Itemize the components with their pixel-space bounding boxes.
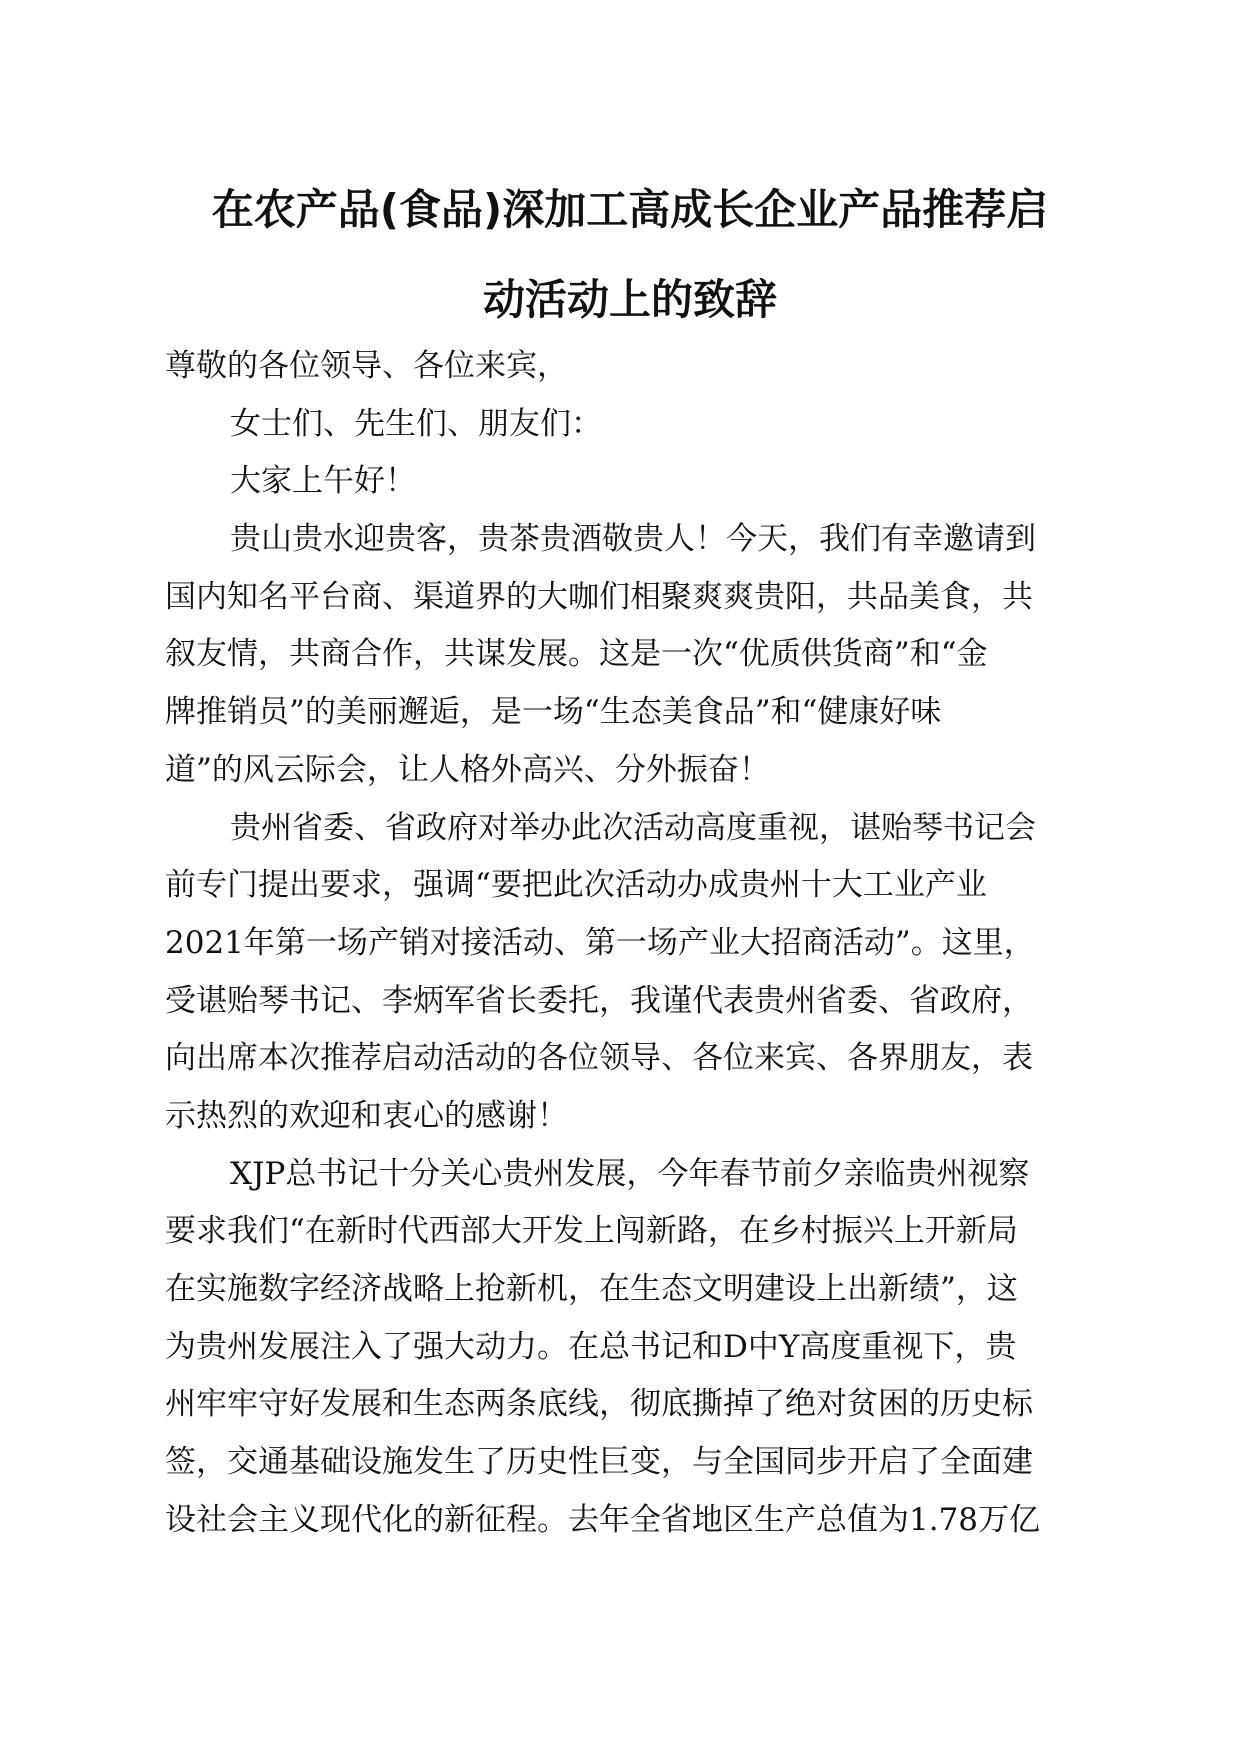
title-line-2: 动活动上的致辞 — [482, 275, 777, 324]
paragraph-line: 在实施数字经济战略上抢新机，在生态文明建设上出新绩”，这 — [165, 1271, 1018, 1307]
paragraph-line: 前专门提出要求，强调“要把此次活动办成贵州十大工业产业 — [165, 867, 987, 904]
paragraph-line: 向出席本次推荐启动活动的各位领导、各位来宾、各界朋友，表 — [165, 1040, 1033, 1077]
document-title — [150, 165, 1110, 345]
paragraph-line: XJP总书记十分关心贵州发展，今年春节前夕亲临贵州视察 — [230, 1155, 1030, 1192]
paragraph-line: 叙友情，共商合作，共谋发展。这是一次“优质供货商”和“金 — [165, 636, 988, 673]
paragraph-line: 贵山贵水迎贵客，贵茶贵酒敬贵人！今天，我们有幸邀请到 — [230, 521, 1036, 558]
paragraph-3 — [165, 1146, 1110, 1550]
greeting-line: 女士们、先生们、朋友们： — [230, 405, 602, 442]
paragraph-line: 设社会主义现代化的新征程。去年全省地区生产总值为1.78万亿 — [165, 1501, 1041, 1538]
title-line-1: 在农产品(食品)深加工高成长企业产品推荐启 — [211, 185, 1049, 234]
paragraph-2 — [165, 800, 1110, 1146]
paragraph-line: 州牢牢守好发展和生态两条底线，彻底撕掉了绝对贫困的历史标 — [165, 1386, 1033, 1423]
greeting-line: 大家上午好！ — [230, 463, 416, 500]
paragraph-line: 道”的风云际会，让人格外高兴、分外振奋！ — [165, 751, 770, 788]
paragraph-line: 2021年第一场产销对接活动、第一场产业大招商活动”。这里， — [165, 924, 1035, 961]
paragraph-line: 国内知名平台商、渠道界的大咖们相聚爽爽贵阳，共品美食，共 — [165, 578, 1033, 615]
document-body — [165, 338, 1110, 1549]
salutation: 尊敬的各位领导、各位来宾， — [165, 348, 568, 384]
paragraph-line: 要求我们“在新时代西部大开发上闯新路，在乡村振兴上开新局 — [165, 1213, 1018, 1250]
paragraph-1 — [165, 511, 1110, 799]
paragraph-line: 为贵州发展注入了强大动力。在总书记和D中Y高度重视下，贵 — [165, 1328, 1017, 1365]
paragraph-line: 牌推销员”的美丽邂逅，是一场“生态美食品”和“健康好味 — [165, 694, 942, 731]
paragraph-line: 签，交通基础设施发生了历史性巨变，与全国同步开启了全面建 — [165, 1444, 1033, 1481]
paragraph-line: 示热烈的欢迎和衷心的感谢！ — [165, 1097, 568, 1134]
paragraph-line: 受谌贻琴书记、李炳军省长委托，我谨代表贵州省委、省政府， — [165, 982, 1033, 1019]
paragraph-line: 贵州省委、省政府对举办此次活动高度重视，谌贻琴书记会 — [230, 809, 1036, 846]
